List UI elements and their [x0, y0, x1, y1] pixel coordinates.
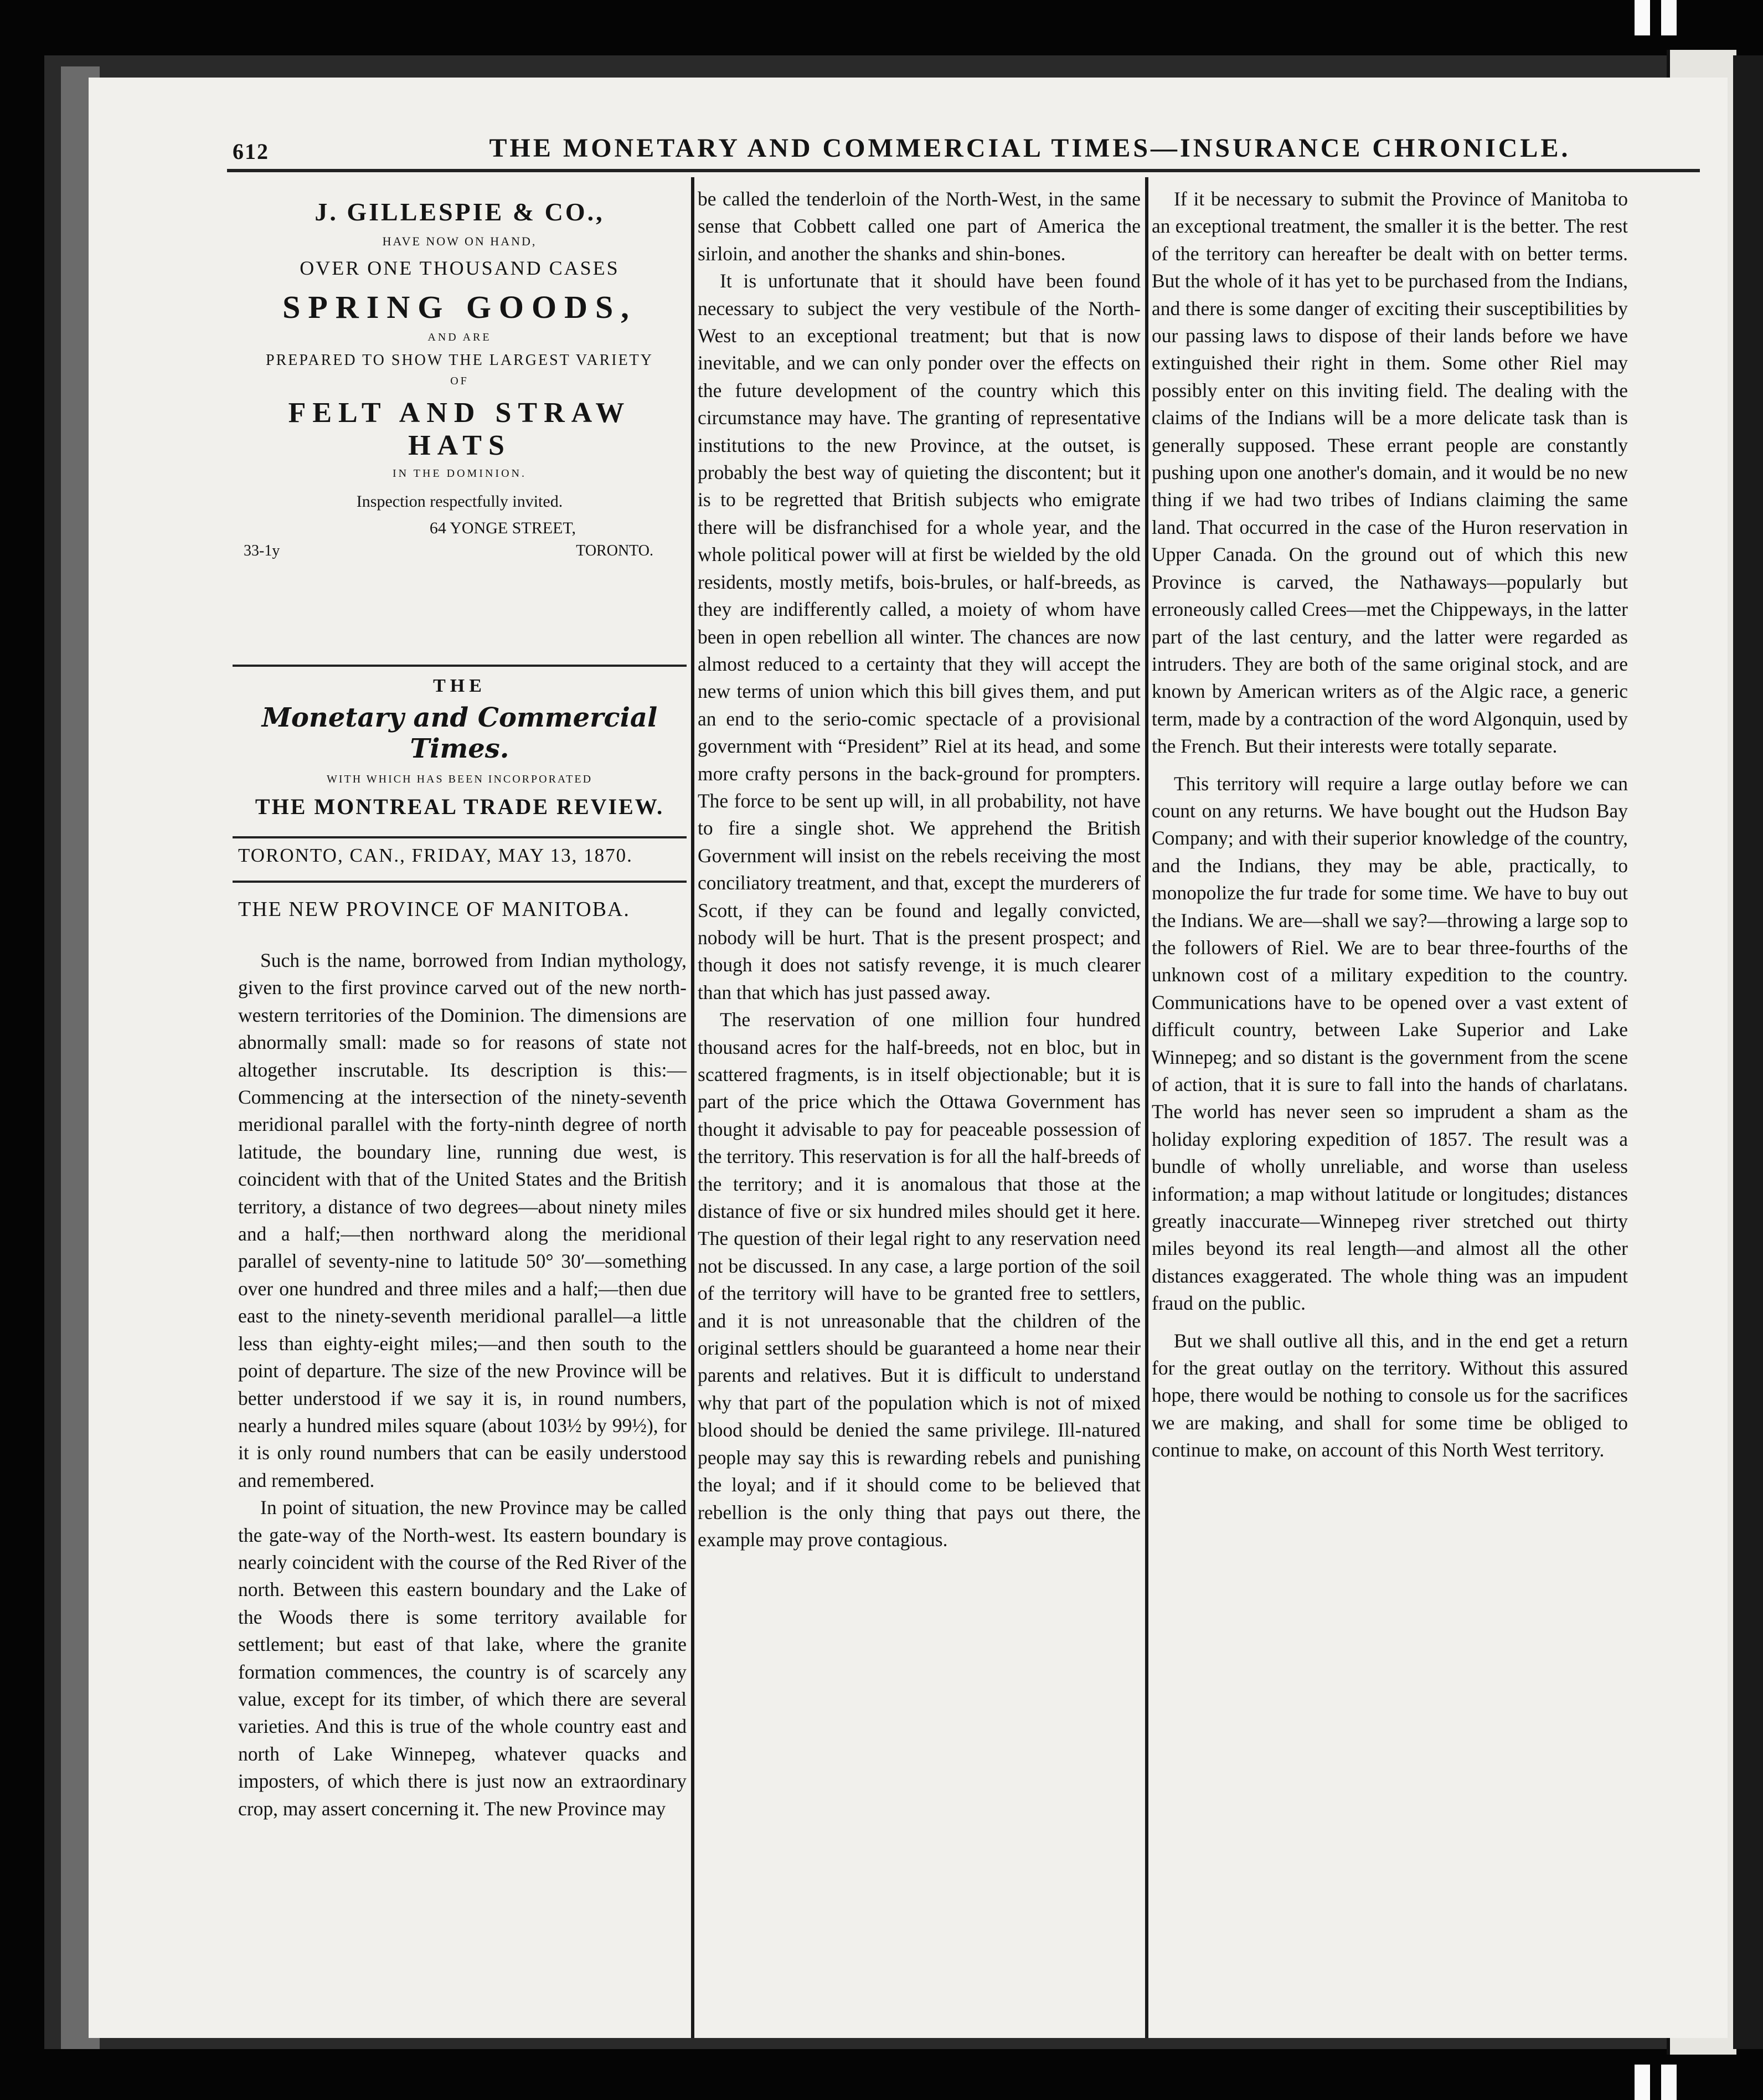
article-column-1	[238, 947, 687, 1823]
page-number: 612	[233, 139, 269, 164]
ad-line: AND ARE	[427, 331, 492, 343]
film-right-edge	[1733, 55, 1763, 2049]
article-title: THE NEW PROVINCE OF MANITOBA.	[238, 898, 630, 921]
article-paragraph: be called the tenderloin of the North-West, in the same sense that Cobbett called one part of America the sirloin, and another the shanks and shin-bones.	[698, 188, 1141, 265]
dateline: TORONTO, CAN., FRIDAY, MAY 13, 1870.	[238, 845, 633, 866]
masthead-the: THE	[433, 676, 486, 696]
section-rule	[233, 665, 687, 667]
column-divider	[691, 177, 694, 2038]
film-sprocket-hole	[1661, 0, 1677, 35]
masthead	[233, 676, 687, 820]
dateline-rule	[233, 836, 687, 838]
column-divider	[1145, 177, 1148, 2038]
ad-line: HAVE NOW ON HAND,	[382, 234, 537, 248]
masthead-incorporation-note: WITH WHICH HAS BEEN INCORPORATED	[326, 773, 593, 785]
ad-line: IN THE DOMINION.	[393, 467, 527, 480]
article-paragraph: This territory will require a large outlay before we can count on any returns. We have bought out the Hudson Bay Company; and with their superior knowledge of the country, and the Indians, they may be able, practically, to monopolize the fur trade for some time. We have to buy out the Indians. We are—shall we say?—throwing a large sop to the followers of Riel. We are to bear three-fourths of the unknown cost of a military expedition to the country. Communications have to be opened over a vast extent of difficult country, between Lake Superior and Lake Winnepeg; and so distant is the government from the scene of action, that it is sure to fall into the hands of charlatans. The world has never seen so imprudent a sham as the holiday exploring expedition of 1857. The result was a bundle of wholly unreliable, and worse than useless information; a map without latitude or longitudes; distances greatly inaccurate—Winnepeg river stretched out thirty miles beyond its real length—and almost all the other distances exaggerated. The whole thing was an impudent fraud on the public.	[1152, 772, 1628, 1315]
ad-line: OVER ONE THOUSAND CASES	[300, 257, 620, 279]
article-column-2	[698, 186, 1141, 1553]
article-column-3	[1152, 186, 1628, 1464]
ad-line: OF	[450, 375, 469, 387]
newspaper-page	[89, 78, 1728, 2038]
advertisement	[233, 183, 687, 560]
ad-code: 33-1y	[244, 542, 280, 559]
dateline-rule	[233, 881, 687, 883]
ad-headline: SPRING GOODS,	[282, 289, 637, 325]
ad-line: PREPARED TO SHOW THE LARGEST VARIETY	[266, 352, 653, 369]
ad-headline: FELT AND STRAW HATS	[288, 397, 631, 461]
ad-footer	[233, 542, 687, 560]
masthead-title: Monetary and Commercial Times.	[261, 702, 658, 764]
article-paragraph: But we shall outlive all this, and in the end get a return for the great outlay on the territory. Without this assured hope, there would be nothing to console us for the sacrifices we are making, and shall for some time be obliged to continue to make, on account of this North West territory.	[1152, 1329, 1628, 1461]
film-sprocket-hole	[1635, 2065, 1650, 2100]
ad-city: TORONTO.	[576, 542, 653, 559]
article-paragraph: It is unfortunate that it should have been found necessary to subject the very vestibule of the North-West to an exceptional treatment; but that is now inevitable, and we can only ponder over the effects on the future development of the country which this circumstance may have. The granting of representative institutions to the new Province, at the outset, is probably the best way of quieting the discontent; but it is to be regretted that British subjects who emigrate there will be disfranchised for a whole year, and the whole political power will at first be wielded by the old residents, mostly metifs, bois-brules, or half-breeds, as they are indifferently called, a moiety of whom have been in open rebellion all winter. The chances are now almost reduced to a certainty that they will accept the new terms of union which this bill gives them, and put an end to the serio-comic spectacle of a provisional government with “President” Riel at its head, and some more crafty persons in the back-ground for prompters. The force to be sent up will, in all probability, not have to fire a single shot. We apprehend the British Government will insist on the rebels receiving the most conciliatory treatment, and that, except the murderers of Scott, if they can be found and legally convicted, nobody will be hurt. That is the present prospect; and though it does not satisfy revenge, it is much clearer than that which has just passed away.	[698, 270, 1141, 1003]
ad-inspection-note: Inspection respectfully invited.	[356, 492, 563, 511]
masthead-review: THE MONTREAL TRADE REVIEW.	[255, 794, 664, 819]
article-paragraph: The reservation of one million four hundred thousand acres for the half-breeds, not en bloc, but in scattered fragments, is in itself objectionable; but it is part of the price which the Ottawa Government has thought it advisable to pay for peaceable possession of the territory. This reservation is for all the half-breeds of the territory; and it is anomalous that those at the distance of five or six hundred miles should get it here. The question of their legal right to any reservation need not be discussed. In any case, a large portion of the soil of the territory will have to be granted free to settlers, and it is not unreasonable that the children of the original settlers should be guaranteed a home near their parents and relatives. But it is difficult to understand why that part of the population which is not of mixed blood should be denied the same privilege. Ill-natured people may say this is rewarding rebels and punishing the loyal; and if it should come to be believed that rebellion is the only thing that pays out there, the example may prove contagious.	[698, 1008, 1141, 1551]
running-title: THE MONETARY AND COMMERCIAL TIMES—INSURANCE CHRONICLE.	[489, 133, 1571, 163]
article-paragraph: If it be necessary to submit the Province of Manitoba to an exceptional treatment, the smaller it is the better. The rest of the territory can hereafter be dealt with on better terms. But the whole of it has yet to be purchased from the Indians, and there is some danger of exciting their susceptibilities by our passing laws to dispose of their lands before we have extinguished their right in them. Some other Riel may possibly enter on this inviting field. The dealing with the claims of the Indians will be a more delicate task than is generally supposed. These errant people are constantly pushing upon one another's domain, and it would be no new thing if we had two tribes of Indians claiming the same land. That occurred in the case of the Huron reservation in Upper Canada. On the ground out of which this new Province is carved, the Nathaways—popularly but erroneously called Crees—met the Chippeways, in the latter part of the last century, and the latter were regarded as intruders. They are both of the same original stock, and are known by American writers as of the Algic race, a generic term, made by a contraction of the word Algonquin, used by the French. But their interests were totally separate.	[1152, 188, 1628, 758]
article-paragraph: Such is the name, borrowed from Indian mythology, given to the first province carved out of the new north-western territories of the Dominion. The dimensions are abnormally small: made so for reasons of state not altogether inscrutable. Its description is this:—Commencing at the intersection of the ninety-seventh meridional parallel with the forty-ninth degree of north latitude, the boundary line, running due west, is coincident with that of the United States and the British territory, a distance of two degrees—about ninety miles and a half;—then northward along the meridional parallel of seventy-nine to latitude 50° 30′—something over one hundred and three miles and a half;—then due east to the ninety-seventh meridional parallel—a little less than eighty-eight miles;—and then south to the point of departure. The size of the new Province will be better understood if we say it is, in round numbers, nearly a hundred miles square (about 103½ by 99½), for it is only round numbers that can be easily understood and remembered.	[238, 949, 687, 1491]
article-paragraph: In point of situation, the new Province may be called the gate-way of the North-west. Its eastern boundary is nearly coincident with the course of the Red River of the north. Between this eastern boundary and the Lake of the Woods there is some territory available for settlement; but east of that lake, where the granite formation commences, the country is of scarcely any value, except for its timber, of which there are several varieties. And this is true of the whole country east and north of Lake Winnepeg, whatever quacks and imposters, of which there is just now an extraordinary crop, may assert concerning it. The new Province may	[238, 1496, 687, 1820]
header-rule	[227, 169, 1700, 172]
film-sprocket-hole	[1661, 2065, 1677, 2100]
ad-firm-name: J. GILLESPIE & CO.,	[315, 198, 605, 226]
film-sprocket-hole	[1635, 0, 1650, 35]
ad-address: 64 YONGE STREET,	[429, 519, 576, 537]
